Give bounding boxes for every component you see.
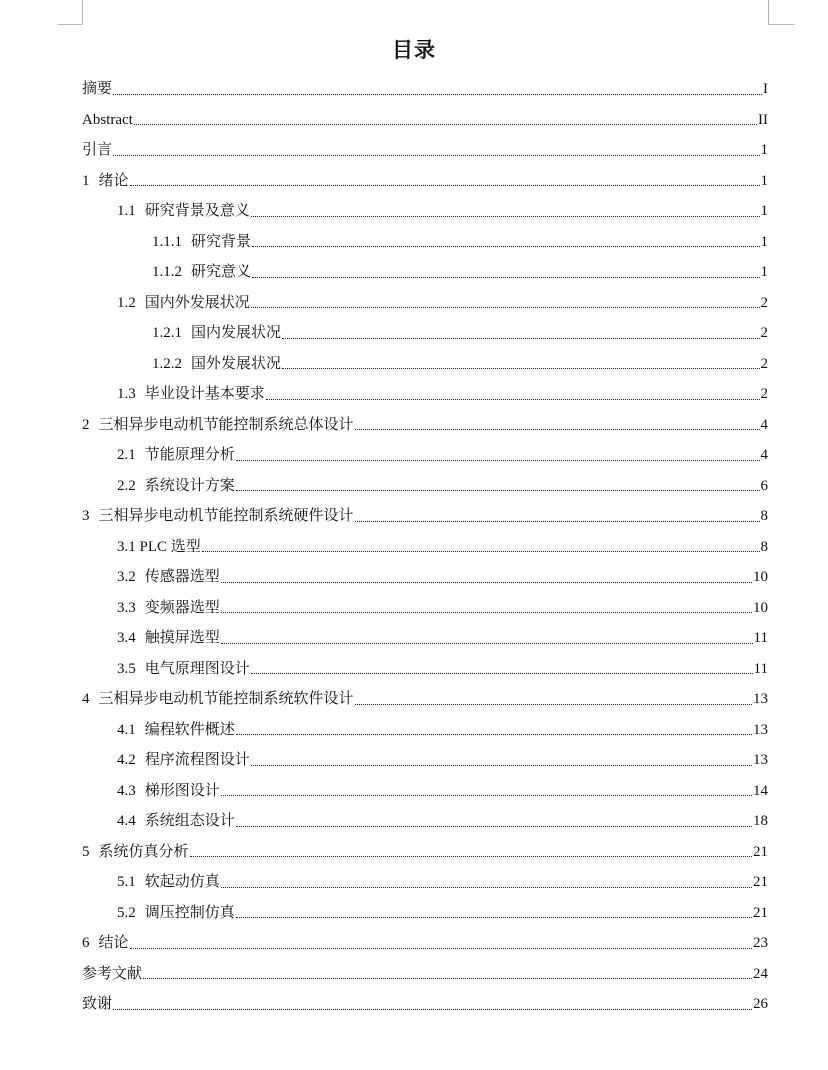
toc-entry-page: I <box>763 81 768 98</box>
toc-entry-label: 触摸屏选型 <box>144 630 220 647</box>
toc-entry-page: 13 <box>753 752 768 769</box>
toc-entry-label: 传感器选型 <box>144 569 220 586</box>
toc-entry-label: 软起动仿真 <box>144 874 220 891</box>
toc-entry-page: 23 <box>753 935 768 952</box>
toc-entry-number: 1.2.1 <box>152 325 182 342</box>
toc-entry[interactable] <box>82 593 768 624</box>
dot-leader <box>355 429 760 430</box>
toc-entry-page: 21 <box>753 843 768 860</box>
dot-leader <box>130 948 752 949</box>
toc-entry-label: 节能原理分析 <box>144 447 235 464</box>
toc-entry[interactable] <box>82 654 768 685</box>
toc-entry-label: 变频器选型 <box>144 599 220 616</box>
toc-entry-label: 三相异步电动机节能控制系统软件设计 <box>98 691 354 708</box>
toc-entry-number: 1.2.2 <box>152 355 182 372</box>
dot-leader <box>221 582 752 583</box>
toc-entry-number: 3.2 <box>117 569 136 586</box>
toc-entry[interactable] <box>82 105 768 136</box>
toc-entry-label: 国内外发展状况 <box>144 294 250 311</box>
toc-entry[interactable] <box>82 135 768 166</box>
toc-entry-number: 6 <box>82 935 90 952</box>
toc-entry-page: 1 <box>760 142 768 159</box>
toc-entry-number: 3 <box>82 508 90 525</box>
dot-leader <box>252 277 759 278</box>
toc-entry-number: 3.4 <box>117 630 136 647</box>
toc-entry-number: 2.2 <box>117 477 136 494</box>
dot-leader <box>221 643 753 644</box>
toc-entry-label: 引言 <box>82 142 113 159</box>
toc-entry-page: 6 <box>760 477 768 494</box>
toc-entry-label: 绪论 <box>98 172 129 189</box>
toc-entry[interactable] <box>82 806 768 837</box>
toc-entry-number: 5.1 <box>117 874 136 891</box>
toc-entry-page: II <box>758 111 768 128</box>
dot-leader <box>251 307 760 308</box>
toc-entry-page: 21 <box>753 874 768 891</box>
toc-entry-page: 2 <box>760 355 768 372</box>
toc-entry-label: 三相异步电动机节能控制系统硬件设计 <box>98 508 354 525</box>
toc-entry-number: 1.3 <box>117 386 136 403</box>
toc-entry-number: 3.5 <box>117 660 136 677</box>
toc-entry-label: 研究背景及意义 <box>144 203 250 220</box>
dot-leader <box>236 917 752 918</box>
toc-entry-page: 24 <box>753 965 768 982</box>
toc-entry[interactable] <box>82 74 768 105</box>
toc-entry-page: 18 <box>753 813 768 830</box>
toc-entry-page: 13 <box>753 721 768 738</box>
toc-entry-number: 1.1.2 <box>152 264 182 281</box>
table-of-contents <box>82 74 768 1020</box>
toc-entry-number: 4 <box>82 691 90 708</box>
dot-leader <box>113 94 762 95</box>
dot-leader <box>202 551 760 552</box>
toc-entry-label: 国外发展状况 <box>191 355 282 372</box>
toc-entry[interactable] <box>82 288 768 319</box>
toc-entry-label: 编程软件概述 <box>144 721 235 738</box>
toc-entry[interactable] <box>82 410 768 441</box>
toc-entry-label: 三相异步电动机节能控制系统总体设计 <box>98 416 354 433</box>
toc-entry-label: 毕业设计基本要求 <box>144 386 265 403</box>
toc-title: 目录 <box>392 38 436 62</box>
toc-entry-number: 4.4 <box>117 813 136 830</box>
toc-entry-page: 2 <box>760 294 768 311</box>
toc-entry[interactable] <box>82 166 768 197</box>
toc-entry[interactable] <box>82 227 768 258</box>
toc-entry-page: 11 <box>753 630 768 647</box>
toc-entry[interactable] <box>82 196 768 227</box>
toc-entry-page: 11 <box>753 660 768 677</box>
dot-leader <box>236 460 760 461</box>
dot-leader <box>251 216 760 217</box>
toc-entry[interactable] <box>82 745 768 776</box>
toc-entry[interactable] <box>82 867 768 898</box>
toc-entry-page: 1 <box>760 233 768 250</box>
toc-entry-page: 10 <box>753 599 768 616</box>
toc-entry-page: 4 <box>760 416 768 433</box>
toc-entry-label: 程序流程图设计 <box>144 752 250 769</box>
toc-entry-number: 1.1.1 <box>152 233 182 250</box>
dot-leader <box>143 978 752 979</box>
toc-entry-label: Abstract <box>82 111 133 128</box>
toc-entry[interactable] <box>82 776 768 807</box>
toc-entry[interactable] <box>82 959 768 990</box>
toc-entry[interactable] <box>82 257 768 288</box>
dot-leader <box>221 887 752 888</box>
toc-entry-page: 2 <box>760 386 768 403</box>
toc-entry-label: 系统设计方案 <box>144 477 235 494</box>
dot-leader <box>113 1009 752 1010</box>
toc-entry-page: 4 <box>760 447 768 464</box>
toc-entry[interactable] <box>82 715 768 746</box>
dot-leader <box>221 612 752 613</box>
toc-entry[interactable] <box>82 440 768 471</box>
toc-entry[interactable] <box>82 562 768 593</box>
dot-leader <box>221 795 752 796</box>
toc-entry-label: 研究意义 <box>191 264 252 281</box>
toc-entry-label: 参考文献 <box>82 965 143 982</box>
toc-entry[interactable] <box>82 898 768 929</box>
dot-leader <box>282 338 759 339</box>
dot-leader <box>236 490 760 491</box>
toc-entry-label: 电气原理图设计 <box>144 660 250 677</box>
toc-entry-page: 8 <box>760 538 768 555</box>
toc-entry[interactable] <box>82 379 768 410</box>
toc-entry-page: 1 <box>760 264 768 281</box>
toc-entry-label: 梯形图设计 <box>144 782 220 799</box>
dot-leader <box>113 155 759 156</box>
toc-entry-number: 1.2 <box>117 294 136 311</box>
toc-entry-page: 8 <box>760 508 768 525</box>
toc-entry-label: 系统仿真分析 <box>98 843 189 860</box>
toc-entry-number: 2.1 <box>117 447 136 464</box>
toc-entry-label: 国内发展状况 <box>191 325 282 342</box>
toc-entry-label: 3.1 PLC 选型 <box>117 538 201 555</box>
toc-entry[interactable] <box>82 501 768 532</box>
toc-entry[interactable] <box>82 989 768 1020</box>
toc-entry-label: 结论 <box>98 935 129 952</box>
toc-entry-label: 致谢 <box>82 996 113 1013</box>
dot-leader <box>355 704 752 705</box>
toc-entry[interactable] <box>82 532 768 563</box>
dot-leader <box>236 734 752 735</box>
toc-entry-page: 10 <box>753 569 768 586</box>
toc-entry[interactable] <box>82 684 768 715</box>
dot-leader <box>282 368 759 369</box>
toc-entry-page: 26 <box>753 996 768 1013</box>
toc-entry-page: 21 <box>753 904 768 921</box>
toc-entry[interactable] <box>82 349 768 380</box>
toc-entry-page: 1 <box>760 203 768 220</box>
toc-entry-number: 4.1 <box>117 721 136 738</box>
toc-entry-page: 13 <box>753 691 768 708</box>
toc-entry-number: 1.1 <box>117 203 136 220</box>
toc-entry[interactable] <box>82 623 768 654</box>
toc-entry-label: 研究背景 <box>191 233 252 250</box>
toc-entry-page: 2 <box>760 325 768 342</box>
toc-entry[interactable] <box>82 928 768 959</box>
crop-mark-top-left <box>58 0 83 25</box>
toc-entry-label: 摘要 <box>82 81 113 98</box>
toc-entry-number: 4.2 <box>117 752 136 769</box>
toc-entry-number: 1 <box>82 172 90 189</box>
toc-entry-number: 5.2 <box>117 904 136 921</box>
dot-leader <box>252 246 759 247</box>
toc-entry-label: 调压控制仿真 <box>144 904 235 921</box>
toc-entry[interactable] <box>82 318 768 349</box>
crop-mark-top-right <box>768 0 795 25</box>
dot-leader <box>190 856 752 857</box>
toc-entry-number: 4.3 <box>117 782 136 799</box>
dot-leader <box>134 124 757 125</box>
toc-entry-number: 5 <box>82 843 90 860</box>
dot-leader <box>251 673 753 674</box>
dot-leader <box>236 826 752 827</box>
toc-entry-number: 2 <box>82 416 90 433</box>
toc-entry-label: 系统组态设计 <box>144 813 235 830</box>
dot-leader <box>251 765 752 766</box>
toc-entry[interactable] <box>82 471 768 502</box>
toc-entry-page: 14 <box>753 782 768 799</box>
dot-leader <box>130 185 760 186</box>
toc-entry[interactable] <box>82 837 768 868</box>
toc-entry-number: 3.3 <box>117 599 136 616</box>
dot-leader <box>266 399 760 400</box>
dot-leader <box>355 521 760 522</box>
toc-entry-page: 1 <box>760 172 768 189</box>
